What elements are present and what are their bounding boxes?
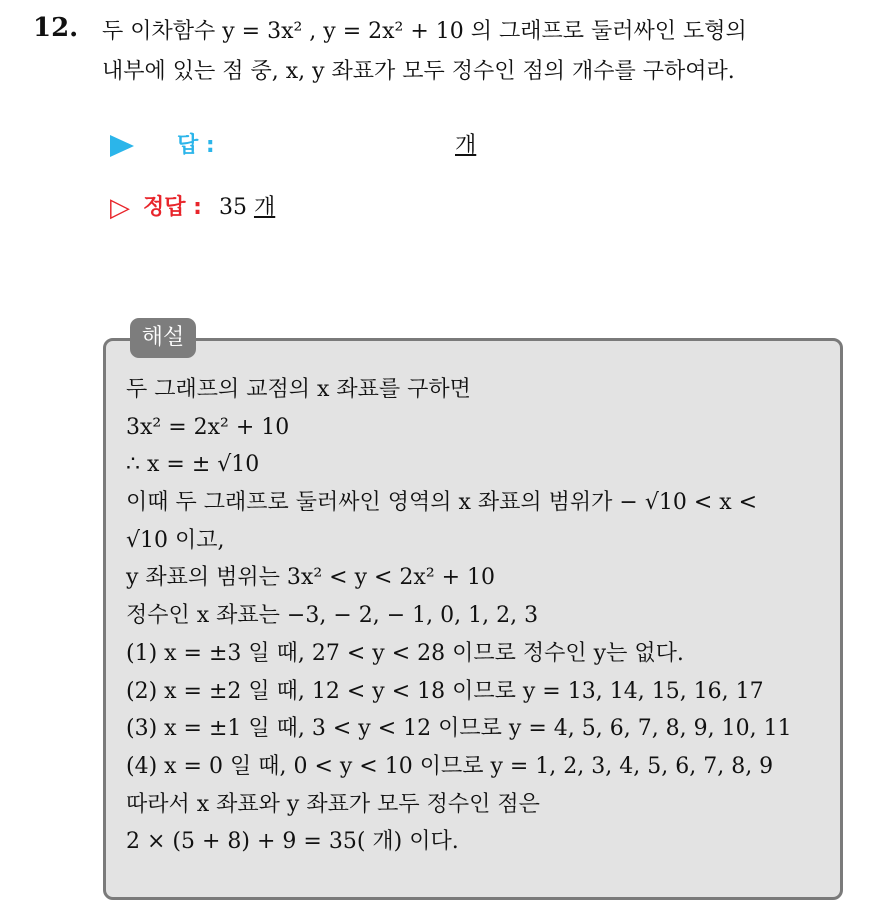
explanation-line: 정수인 x 좌표는 −3, − 2, − 1, 0, 1, 2, 3 [126,603,539,629]
explanation-line: 두 그래프의 교점의 x 좌표를 구하면 [126,377,471,402]
question-line-1: 두 이차함수 y = 3x² , y = 2x² + 10 의 그래프로 둘러싸인 도형의 [102,19,747,44]
play-triangle-icon [110,135,134,157]
correct-answer-unit: 개 [253,195,276,220]
explanation-line: (3) x = ±1 일 때, 3 < y < 12 이므로 y = 4, 5, 6, 7, 8, 9, 10, 11 [126,716,792,742]
explanation-line: (2) x = ±2 일 때, 12 < y < 18 이므로 y = 13, 14, 15, 16, 17 [126,678,764,704]
correct-answer-label: 정답 : [143,195,202,220]
correct-answer-row [110,190,275,223]
explanation-line: 3x² = 2x² + 10 [126,414,290,440]
explanation-line: ∴ x = ± √10 [126,452,260,478]
answer-row [110,128,477,159]
question-number: 12. [33,13,79,43]
correct-answer-value: 35 [218,195,247,220]
question-line-2: 내부에 있는 점 중, x, y 좌표가 모두 정수인 점의 개수를 구하여라. [102,59,735,84]
explanation-line: √10 이고, [126,527,225,553]
outline-triangle-icon: ▷ [110,193,130,223]
explanation-tag: 해설 [130,318,196,358]
explanation-line: (4) x = 0 일 때, 0 < y < 10 이므로 y = 1, 2, 3, 4, 5, 6, 7, 8, 9 [126,753,774,779]
explanation-line: (1) x = ±3 일 때, 27 < y < 28 이므로 정수인 y는 없다. [126,640,684,666]
explanation-line: 2 × (5 + 8) + 9 = 35( 개) 이다. [126,829,459,855]
explanation-line: y 좌표의 범위는 3x² < y < 2x² + 10 [126,565,496,591]
question-text [102,12,872,92]
answer-label: 답 : [177,133,215,158]
explanation-line: 따라서 x 좌표와 y 좌표가 모두 정수인 점은 [126,791,540,817]
explanation-line: 이때 두 그래프로 둘러싸인 영역의 x 좌표의 범위가 − √10 < x < [126,490,758,516]
explanation-text [126,371,836,861]
answer-unit: 개 [455,133,477,158]
